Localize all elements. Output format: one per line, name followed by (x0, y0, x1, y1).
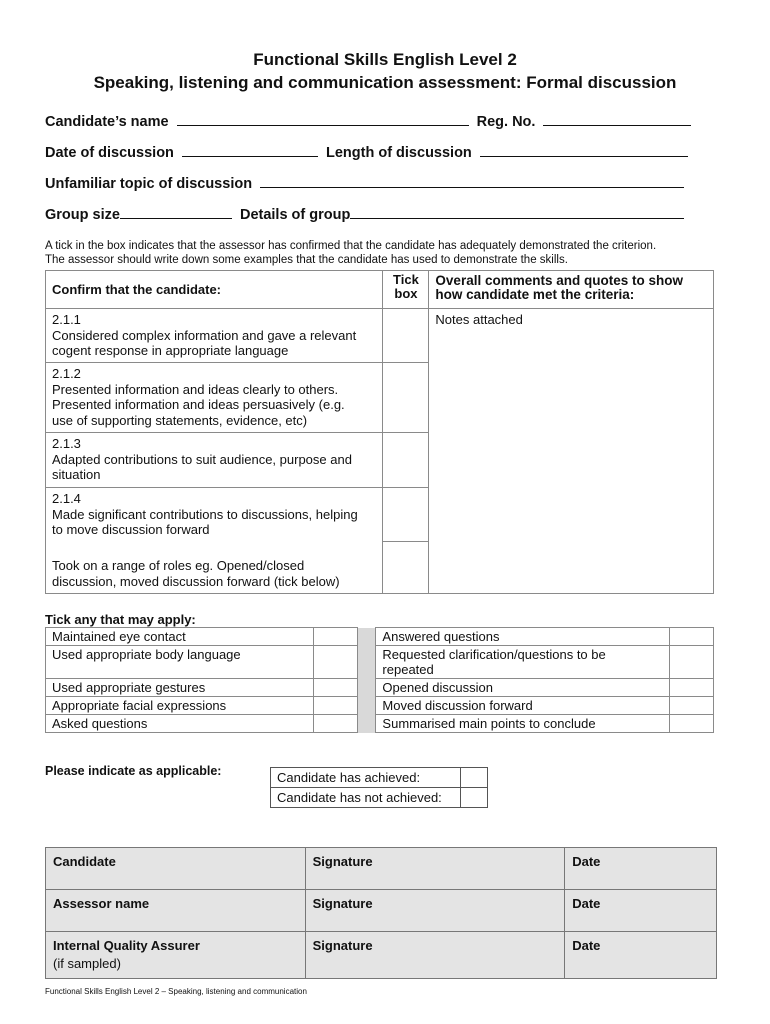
role-note: (if sampled) (53, 956, 121, 971)
roles-text: discussion, moved discussion forward (tick below) (52, 573, 340, 589)
criterion-text: use of supporting statements, evidence, etc) (52, 412, 308, 428)
tick-header-line2: box (394, 286, 418, 301)
tick-box[interactable] (313, 628, 358, 646)
roles-text: Took on a range of roles eg. Opened/closed (52, 558, 305, 573)
date-cell[interactable] (565, 848, 717, 890)
reg-no-label: Reg. No. (476, 114, 536, 130)
tick-table-separator (358, 628, 376, 733)
tick-box[interactable] (383, 542, 429, 594)
date-field[interactable] (182, 142, 318, 157)
tick-section-heading: Tick any that may apply: (45, 612, 196, 627)
topic-field[interactable] (260, 173, 684, 188)
criterion-cell (46, 488, 383, 542)
criterion-code: 2.1.4 (52, 491, 81, 506)
criterion-text: cogent response in appropriate language (52, 343, 289, 358)
role-cell[interactable] (46, 848, 306, 890)
role-cell[interactable] (46, 932, 306, 979)
comments-header-line1: Overall comments and quotes to show (435, 273, 683, 288)
comments-header (429, 271, 714, 309)
criterion-cell (46, 363, 383, 433)
criterion-cell (46, 309, 383, 363)
signature-row (46, 848, 717, 890)
not-achieved-tick-box[interactable] (461, 788, 488, 808)
signature-table (45, 847, 717, 979)
tick-item-label: Moved discussion forward (376, 697, 670, 715)
group-row (45, 204, 688, 223)
roles-cell (46, 542, 383, 594)
group-details-field[interactable] (350, 204, 684, 219)
tick-box[interactable] (670, 646, 714, 679)
tick-box[interactable] (383, 488, 429, 542)
date-label: Date (572, 854, 601, 869)
tick-box[interactable] (670, 679, 714, 697)
tick-box[interactable] (670, 697, 714, 715)
date-label: Date of discussion (45, 145, 174, 161)
tick-item-label: Asked questions (46, 715, 314, 733)
criterion-code: 2.1.1 (52, 312, 81, 327)
role-label: Candidate (53, 854, 116, 869)
candidate-name-label: Candidate’s name (45, 114, 169, 130)
signature-row (46, 932, 717, 979)
comments-cell[interactable] (429, 309, 714, 594)
criterion-text: Considered complex information and gave a relevant (52, 327, 357, 343)
tick-row (46, 715, 714, 733)
criterion-text: Presented information and ideas clearly to others. (52, 381, 339, 397)
tick-item-label: Answered questions (376, 628, 670, 646)
tick-box[interactable] (383, 309, 429, 363)
tick-item-label: Maintained eye contact (46, 628, 314, 646)
candidate-name-field[interactable] (177, 111, 469, 126)
criterion-code: 2.1.2 (52, 366, 81, 381)
criteria-header-row (46, 271, 714, 309)
achievement-row (271, 788, 488, 808)
signature-label: Signature (312, 938, 373, 953)
confirm-header: Confirm that the candidate: (46, 271, 383, 309)
instruction-line-1: A tick in the box indicates that the assessor has confirmed that the candidate has adequately demonstrated the criterion. (45, 240, 657, 252)
tick-box[interactable] (670, 628, 714, 646)
signature-label: Signature (312, 854, 373, 869)
document-subtitle: Speaking, listening and communication assessment: Formal discussion (93, 73, 677, 92)
tick-table (45, 627, 714, 733)
comments-header-line2: how candidate met the criteria: (435, 287, 635, 302)
tick-box[interactable] (670, 715, 714, 733)
tick-item-label: Opened discussion (376, 679, 670, 697)
achieved-tick-box[interactable] (461, 768, 488, 788)
achievement-table (270, 767, 488, 808)
criterion-cell (46, 433, 383, 488)
signature-row (46, 890, 717, 932)
tick-box[interactable] (313, 646, 358, 679)
date-label: Date (572, 938, 601, 953)
tick-box[interactable] (383, 433, 429, 488)
tick-header (383, 271, 429, 309)
topic-label: Unfamiliar topic of discussion (45, 176, 253, 192)
date-row (45, 142, 692, 161)
tick-row (46, 679, 714, 697)
tick-box[interactable] (313, 679, 358, 697)
criterion-code: 2.1.3 (52, 436, 81, 451)
criterion-text: Presented information and ideas persuasively (e.g. (52, 397, 345, 412)
date-label: Date (572, 896, 601, 911)
topic-row (45, 173, 688, 192)
role-label: Internal Quality Assurer (53, 938, 200, 953)
page-footer: Functional Skills English Level 2 – Speaking, listening and communication (45, 987, 307, 996)
role-cell[interactable] (46, 890, 306, 932)
tick-header-line1: Tick (393, 272, 419, 287)
tick-box[interactable] (313, 697, 358, 715)
tick-row (46, 697, 714, 715)
achieved-label: Candidate has achieved: (271, 768, 461, 788)
criteria-table (45, 270, 714, 594)
achievement-label: Please indicate as applicable: (45, 764, 222, 778)
tick-box[interactable] (313, 715, 358, 733)
tick-item-label: Summarised main points to conclude (376, 715, 670, 733)
group-size-label: Group size (45, 207, 120, 223)
signature-label: Signature (312, 896, 373, 911)
signature-cell[interactable] (305, 848, 565, 890)
role-label: Assessor name (53, 896, 150, 911)
signature-cell[interactable] (305, 890, 565, 932)
criterion-text: Adapted contributions to suit audience, purpose and (52, 451, 352, 467)
criterion-text: situation (52, 467, 101, 482)
criterion-row (46, 309, 714, 363)
tick-item-label (376, 646, 670, 679)
achievement-row (271, 768, 488, 788)
instruction-line-2: The assessor should write down some examples that the candidate has used to demonstrate the skills. (45, 254, 568, 266)
group-size-field[interactable] (120, 204, 232, 219)
tick-item-label: Used appropriate body language (46, 646, 314, 679)
tick-item-label: Appropriate facial expressions (46, 697, 314, 715)
criterion-text: Made significant contributions to discussions, helping (52, 506, 358, 522)
tick-row (46, 646, 714, 679)
document-title: Functional Skills English Level 2 (253, 50, 517, 69)
tick-row (46, 628, 714, 646)
not-achieved-label: Candidate has not achieved: (271, 788, 461, 808)
group-details-label: Details of group (239, 207, 351, 223)
comments-text: Notes attached (435, 312, 523, 327)
tick-item-text: Requested clarification/questions to be (382, 647, 606, 662)
signature-cell[interactable] (305, 932, 565, 979)
tick-item-label: Used appropriate gestures (46, 679, 314, 697)
tick-box[interactable] (383, 363, 429, 433)
date-cell[interactable] (565, 890, 717, 932)
date-cell[interactable] (565, 932, 717, 979)
length-label: Length of discussion (325, 145, 472, 161)
tick-item-text: repeated (382, 662, 434, 677)
candidate-name-row (45, 111, 695, 130)
reg-no-field[interactable] (543, 111, 691, 126)
length-field[interactable] (480, 142, 688, 157)
criterion-text: to move discussion forward (52, 522, 210, 537)
